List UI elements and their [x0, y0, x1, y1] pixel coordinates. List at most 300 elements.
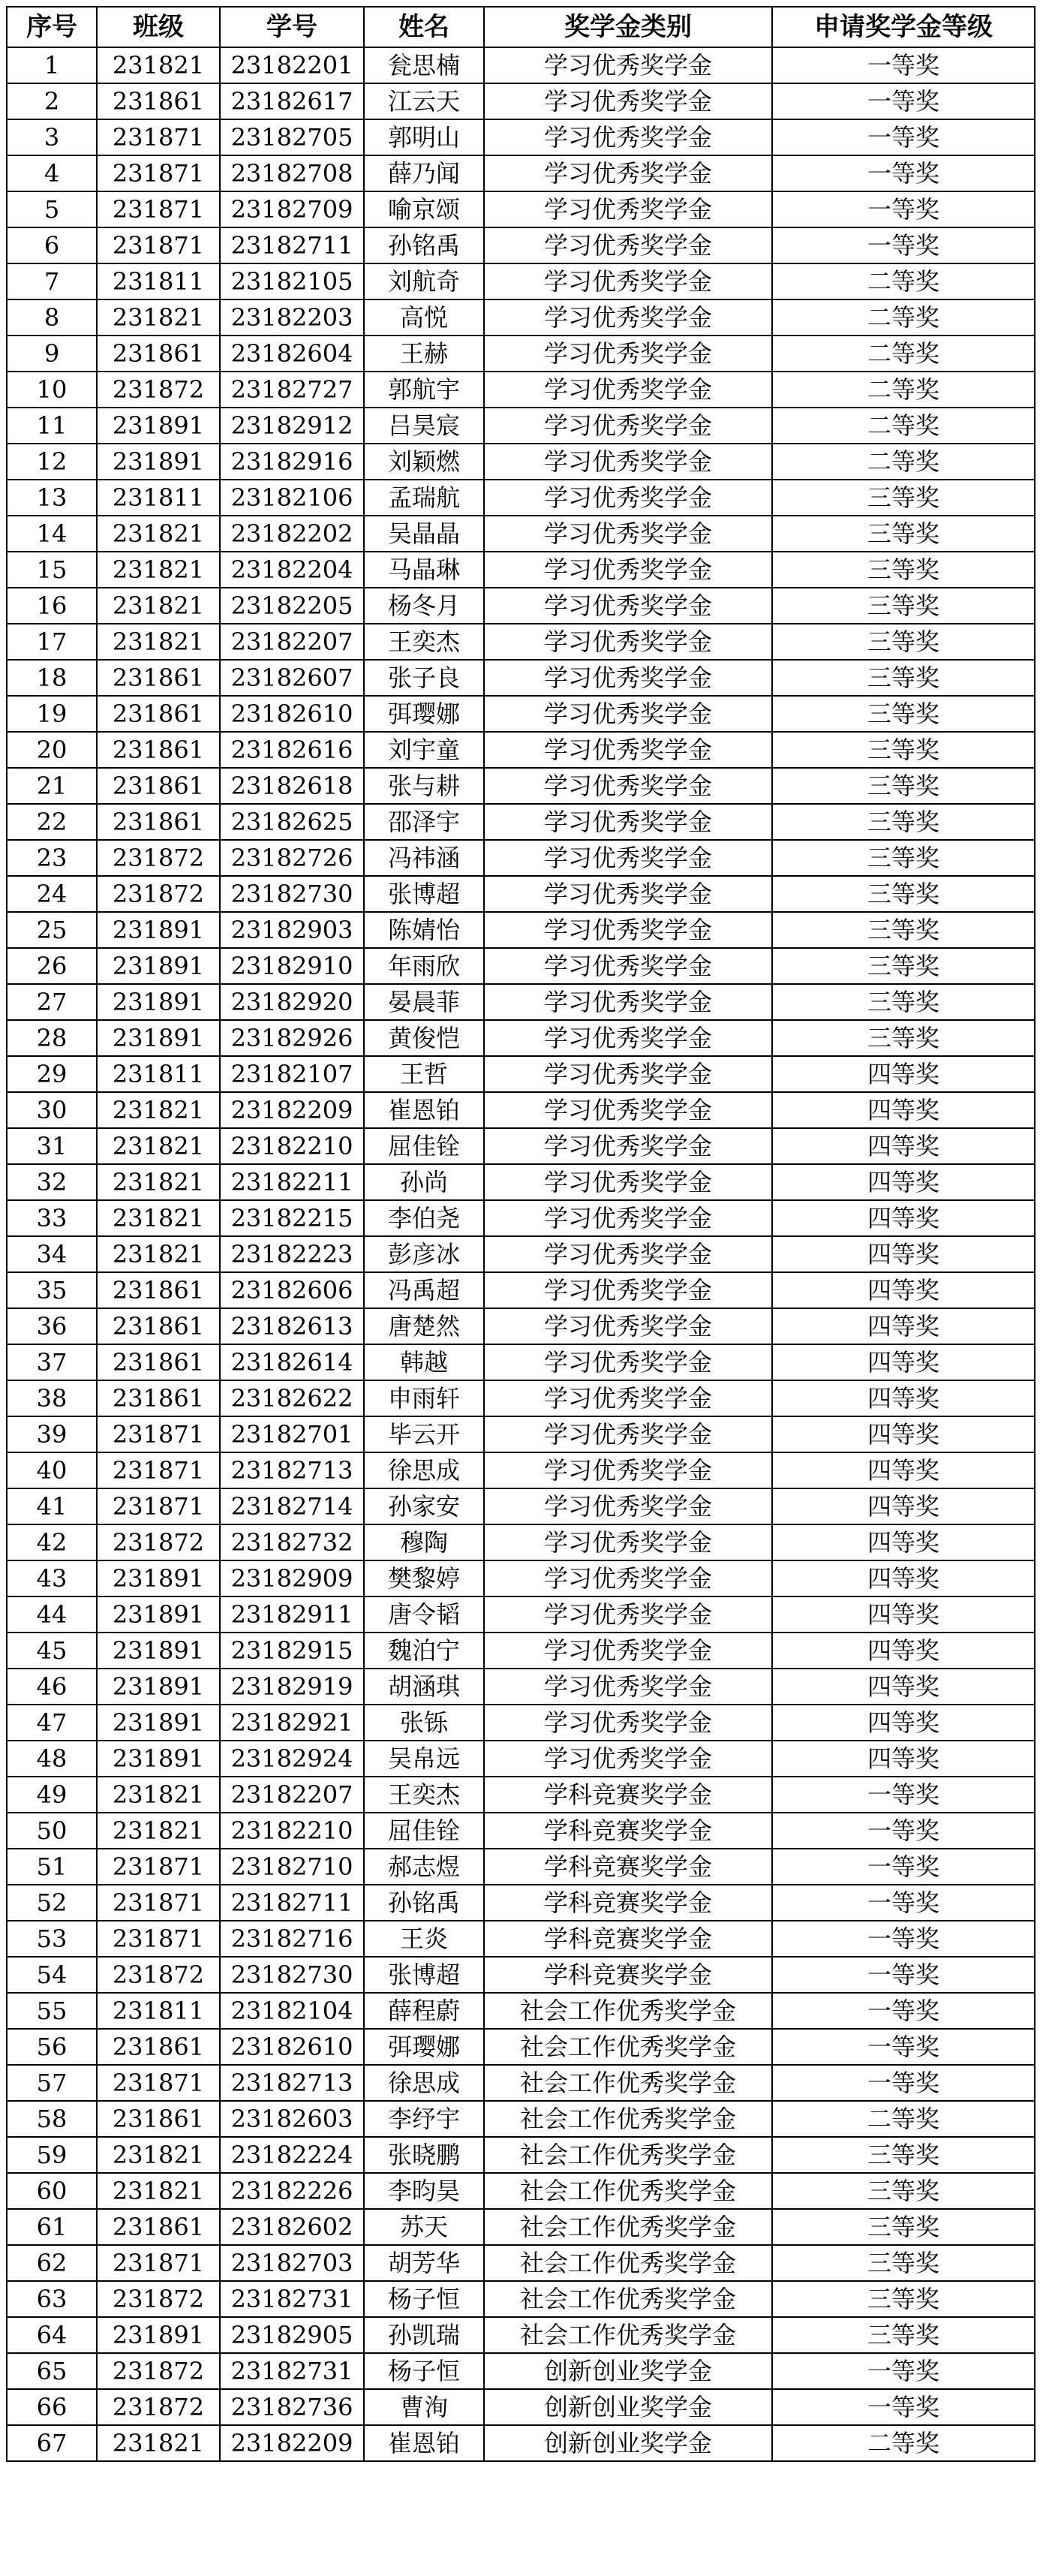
cell-scholarship-level: 一等奖 [772, 1957, 1035, 1993]
table-row [7, 1128, 1035, 1164]
cell-seq: 63 [7, 2281, 97, 2317]
cell-scholarship-level: 一等奖 [772, 1921, 1035, 1957]
cell-class: 231861 [97, 1380, 220, 1416]
cell-student-id: 23182912 [220, 408, 364, 444]
cell-scholarship-type: 学习优秀奖学金 [484, 1524, 772, 1560]
cell-class: 231871 [97, 119, 220, 155]
cell-scholarship-type: 社会工作优秀奖学金 [484, 2209, 772, 2245]
cell-scholarship-type: 学习优秀奖学金 [484, 1560, 772, 1596]
table-row [7, 2281, 1035, 2317]
cell-scholarship-level: 一等奖 [772, 1777, 1035, 1813]
cell-scholarship-type: 社会工作优秀奖学金 [484, 2137, 772, 2173]
cell-seq: 24 [7, 876, 97, 912]
cell-seq: 55 [7, 1993, 97, 2029]
table-row [7, 516, 1035, 552]
table-row [7, 2317, 1035, 2353]
table-row [7, 2209, 1035, 2245]
cell-class: 231861 [97, 336, 220, 372]
cell-class: 231871 [97, 1885, 220, 1921]
cell-name: 申雨轩 [364, 1380, 484, 1416]
cell-scholarship-type: 学习优秀奖学金 [484, 948, 772, 984]
cell-class: 231821 [97, 1128, 220, 1164]
cell-class: 231891 [97, 1596, 220, 1633]
cell-class: 231861 [97, 696, 220, 732]
cell-scholarship-level: 二等奖 [772, 444, 1035, 480]
cell-class: 231891 [97, 912, 220, 948]
cell-scholarship-level: 一等奖 [772, 47, 1035, 83]
table-row [7, 1705, 1035, 1741]
cell-scholarship-type: 社会工作优秀奖学金 [484, 2029, 772, 2065]
cell-seq: 44 [7, 1596, 97, 1633]
cell-student-id: 23182727 [220, 372, 364, 408]
cell-scholarship-type: 学习优秀奖学金 [484, 1633, 772, 1669]
cell-class: 231872 [97, 2353, 220, 2389]
cell-scholarship-level: 二等奖 [772, 372, 1035, 408]
cell-name: 杨子恒 [364, 2281, 484, 2317]
cell-class: 231891 [97, 444, 220, 480]
table-row [7, 408, 1035, 444]
cell-scholarship-type: 学习优秀奖学金 [484, 1741, 772, 1777]
cell-scholarship-type: 社会工作优秀奖学金 [484, 1993, 772, 2029]
cell-student-id: 23182207 [220, 1777, 364, 1813]
cell-student-id: 23182602 [220, 2209, 364, 2245]
cell-scholarship-level: 四等奖 [772, 1596, 1035, 1633]
cell-name: 张晓鹏 [364, 2137, 484, 2173]
cell-name: 孟瑞航 [364, 480, 484, 516]
cell-seq: 9 [7, 336, 97, 372]
cell-scholarship-level: 四等奖 [772, 1633, 1035, 1669]
cell-name: 孙尚 [364, 1164, 484, 1200]
cell-student-id: 23182205 [220, 588, 364, 624]
cell-student-id: 23182920 [220, 984, 364, 1020]
cell-name: 王赫 [364, 336, 484, 372]
table-row [7, 1596, 1035, 1633]
cell-scholarship-level: 四等奖 [772, 1524, 1035, 1560]
cell-seq: 16 [7, 588, 97, 624]
cell-scholarship-type: 学习优秀奖学金 [484, 444, 772, 480]
cell-name: 高悦 [364, 299, 484, 336]
cell-seq: 27 [7, 984, 97, 1020]
cell-scholarship-level: 三等奖 [772, 2137, 1035, 2173]
cell-scholarship-level: 四等奖 [772, 1092, 1035, 1128]
cell-scholarship-type: 学科竞赛奖学金 [484, 1921, 772, 1957]
cell-seq: 3 [7, 119, 97, 155]
table-row [7, 1524, 1035, 1560]
cell-seq: 33 [7, 1200, 97, 1236]
cell-seq: 15 [7, 552, 97, 588]
cell-class: 231821 [97, 2137, 220, 2173]
cell-name: 樊黎婷 [364, 1560, 484, 1596]
cell-seq: 38 [7, 1380, 97, 1416]
cell-student-id: 23182915 [220, 1633, 364, 1669]
cell-student-id: 23182210 [220, 1128, 364, 1164]
cell-class: 231871 [97, 1849, 220, 1885]
cell-seq: 32 [7, 1164, 97, 1200]
cell-scholarship-type: 学习优秀奖学金 [484, 1092, 772, 1128]
table-row [7, 2389, 1035, 2425]
cell-student-id: 23182204 [220, 552, 364, 588]
cell-name: 杨冬月 [364, 588, 484, 624]
cell-student-id: 23182713 [220, 2065, 364, 2101]
cell-student-id: 23182203 [220, 299, 364, 336]
table-row [7, 876, 1035, 912]
cell-student-id: 23182617 [220, 83, 364, 119]
cell-student-id: 23182911 [220, 1596, 364, 1633]
table-row [7, 1164, 1035, 1200]
cell-scholarship-level: 四等奖 [772, 1308, 1035, 1344]
table-row [7, 948, 1035, 984]
cell-scholarship-type: 学习优秀奖学金 [484, 696, 772, 732]
cell-name: 弭璎娜 [364, 696, 484, 732]
cell-scholarship-level: 三等奖 [772, 912, 1035, 948]
cell-scholarship-level: 四等奖 [772, 1272, 1035, 1308]
cell-class: 231891 [97, 1741, 220, 1777]
cell-seq: 19 [7, 696, 97, 732]
table-body [7, 47, 1035, 2461]
cell-class: 231871 [97, 2065, 220, 2101]
cell-scholarship-type: 学习优秀奖学金 [484, 299, 772, 336]
cell-student-id: 23182625 [220, 804, 364, 840]
cell-scholarship-level: 一等奖 [772, 2353, 1035, 2389]
cell-scholarship-level: 二等奖 [772, 408, 1035, 444]
cell-scholarship-type: 学习优秀奖学金 [484, 1272, 772, 1308]
cell-scholarship-level: 三等奖 [772, 732, 1035, 768]
cell-seq: 14 [7, 516, 97, 552]
cell-class: 231891 [97, 1705, 220, 1741]
cell-scholarship-level: 四等奖 [772, 1344, 1035, 1380]
table-row [7, 1921, 1035, 1957]
cell-scholarship-type: 学习优秀奖学金 [484, 624, 772, 660]
cell-class: 231891 [97, 984, 220, 1020]
cell-seq: 50 [7, 1813, 97, 1849]
cell-student-id: 23182703 [220, 2245, 364, 2281]
cell-scholarship-type: 学习优秀奖学金 [484, 588, 772, 624]
table-row [7, 336, 1035, 372]
cell-seq: 42 [7, 1524, 97, 1560]
cell-seq: 39 [7, 1416, 97, 1452]
cell-class: 231891 [97, 1560, 220, 1596]
cell-student-id: 23182606 [220, 1272, 364, 1308]
cell-name: 刘宇童 [364, 732, 484, 768]
cell-student-id: 23182910 [220, 948, 364, 984]
cell-class: 231811 [97, 480, 220, 516]
cell-class: 231871 [97, 1452, 220, 1488]
cell-scholarship-level: 一等奖 [772, 155, 1035, 191]
cell-scholarship-type: 学习优秀奖学金 [484, 876, 772, 912]
cell-class: 231861 [97, 732, 220, 768]
cell-scholarship-level: 三等奖 [772, 2209, 1035, 2245]
table-row [7, 1813, 1035, 1849]
cell-scholarship-level: 三等奖 [772, 660, 1035, 696]
cell-seq: 20 [7, 732, 97, 768]
cell-scholarship-level: 四等奖 [772, 1416, 1035, 1452]
cell-class: 231811 [97, 263, 220, 299]
cell-class: 231821 [97, 588, 220, 624]
cell-student-id: 23182909 [220, 1560, 364, 1596]
cell-seq: 30 [7, 1092, 97, 1128]
cell-class: 231821 [97, 552, 220, 588]
cell-name: 李纾宇 [364, 2101, 484, 2137]
cell-name: 刘颖燃 [364, 444, 484, 480]
cell-seq: 5 [7, 191, 97, 227]
cell-class: 231891 [97, 408, 220, 444]
cell-scholarship-level: 三等奖 [772, 804, 1035, 840]
cell-name: 唐楚然 [364, 1308, 484, 1344]
table-header [7, 7, 1035, 47]
cell-class: 231872 [97, 372, 220, 408]
header-class: 班级 [97, 7, 220, 47]
table-row [7, 804, 1035, 840]
cell-name: 冯祎涵 [364, 840, 484, 876]
table-row [7, 372, 1035, 408]
header-name: 姓名 [364, 7, 484, 47]
cell-seq: 10 [7, 372, 97, 408]
cell-scholarship-type: 创新创业奖学金 [484, 2353, 772, 2389]
cell-student-id: 23182211 [220, 1164, 364, 1200]
cell-scholarship-type: 学习优秀奖学金 [484, 984, 772, 1020]
cell-student-id: 23182731 [220, 2353, 364, 2389]
cell-student-id: 23182215 [220, 1200, 364, 1236]
cell-class: 231821 [97, 516, 220, 552]
cell-name: 屈佳铨 [364, 1128, 484, 1164]
cell-scholarship-type: 学科竞赛奖学金 [484, 1813, 772, 1849]
cell-name: 李昀昊 [364, 2173, 484, 2209]
cell-scholarship-type: 学科竞赛奖学金 [484, 1957, 772, 1993]
table-row [7, 2029, 1035, 2065]
cell-student-id: 23182926 [220, 1020, 364, 1056]
cell-class: 231861 [97, 1344, 220, 1380]
cell-scholarship-level: 四等奖 [772, 1236, 1035, 1272]
cell-seq: 13 [7, 480, 97, 516]
cell-scholarship-level: 三等奖 [772, 2281, 1035, 2317]
cell-seq: 48 [7, 1741, 97, 1777]
table-row [7, 1200, 1035, 1236]
cell-scholarship-level: 三等奖 [772, 2317, 1035, 2353]
table-row [7, 1669, 1035, 1705]
cell-class: 231872 [97, 2281, 220, 2317]
table-row [7, 1236, 1035, 1272]
cell-student-id: 23182924 [220, 1741, 364, 1777]
cell-student-id: 23182226 [220, 2173, 364, 2209]
cell-name: 薛程蔚 [364, 1993, 484, 2029]
cell-scholarship-level: 三等奖 [772, 552, 1035, 588]
cell-name: 韩越 [364, 1344, 484, 1380]
cell-name: 陈婧怡 [364, 912, 484, 948]
table-row [7, 1308, 1035, 1344]
cell-scholarship-type: 社会工作优秀奖学金 [484, 2317, 772, 2353]
cell-seq: 29 [7, 1056, 97, 1092]
cell-class: 231821 [97, 1164, 220, 1200]
cell-scholarship-type: 学习优秀奖学金 [484, 1200, 772, 1236]
table-row [7, 2101, 1035, 2137]
cell-scholarship-level: 二等奖 [772, 2425, 1035, 2461]
cell-scholarship-type: 学习优秀奖学金 [484, 840, 772, 876]
cell-class: 231891 [97, 2317, 220, 2353]
cell-class: 231861 [97, 804, 220, 840]
cell-class: 231891 [97, 1020, 220, 1056]
cell-student-id: 23182223 [220, 1236, 364, 1272]
cell-name: 江云天 [364, 83, 484, 119]
cell-class: 231811 [97, 1056, 220, 1092]
cell-scholarship-type: 学科竞赛奖学金 [484, 1849, 772, 1885]
cell-student-id: 23182905 [220, 2317, 364, 2353]
cell-class: 231861 [97, 768, 220, 804]
cell-scholarship-type: 学习优秀奖学金 [484, 912, 772, 948]
cell-scholarship-type: 社会工作优秀奖学金 [484, 2101, 772, 2137]
cell-scholarship-type: 学习优秀奖学金 [484, 1344, 772, 1380]
cell-student-id: 23182603 [220, 2101, 364, 2137]
cell-scholarship-level: 二等奖 [772, 2101, 1035, 2137]
table-row [7, 1380, 1035, 1416]
cell-student-id: 23182730 [220, 1957, 364, 1993]
cell-seq: 28 [7, 1020, 97, 1056]
cell-name: 唐令韬 [364, 1596, 484, 1633]
cell-student-id: 23182711 [220, 1885, 364, 1921]
cell-name: 孙凯瑞 [364, 2317, 484, 2353]
cell-seq: 62 [7, 2245, 97, 2281]
cell-seq: 40 [7, 1452, 97, 1488]
scholarship-table [6, 6, 1035, 2462]
cell-seq: 61 [7, 2209, 97, 2245]
table-row [7, 2425, 1035, 2461]
cell-scholarship-type: 学习优秀奖学金 [484, 336, 772, 372]
table-row [7, 263, 1035, 299]
cell-class: 231861 [97, 2029, 220, 2065]
table-row [7, 2065, 1035, 2101]
table-row [7, 1344, 1035, 1380]
cell-seq: 46 [7, 1669, 97, 1705]
cell-name: 张与耕 [364, 768, 484, 804]
cell-scholarship-type: 社会工作优秀奖学金 [484, 2173, 772, 2209]
cell-seq: 17 [7, 624, 97, 660]
cell-student-id: 23182107 [220, 1056, 364, 1092]
cell-scholarship-type: 学习优秀奖学金 [484, 1452, 772, 1488]
cell-student-id: 23182726 [220, 840, 364, 876]
cell-student-id: 23182709 [220, 191, 364, 227]
cell-class: 231872 [97, 2389, 220, 2425]
cell-scholarship-type: 学习优秀奖学金 [484, 1308, 772, 1344]
cell-name: 刘航奇 [364, 263, 484, 299]
cell-scholarship-level: 一等奖 [772, 191, 1035, 227]
cell-student-id: 23182732 [220, 1524, 364, 1560]
cell-seq: 11 [7, 408, 97, 444]
cell-scholarship-level: 三等奖 [772, 840, 1035, 876]
cell-scholarship-type: 学习优秀奖学金 [484, 372, 772, 408]
table-row [7, 1416, 1035, 1452]
cell-name: 吕昊宸 [364, 408, 484, 444]
cell-class: 231861 [97, 83, 220, 119]
cell-class: 231871 [97, 227, 220, 263]
table-row [7, 1633, 1035, 1669]
table-row [7, 1849, 1035, 1885]
cell-scholarship-level: 四等奖 [772, 1488, 1035, 1524]
cell-name: 崔恩铂 [364, 1092, 484, 1128]
cell-scholarship-level: 四等奖 [772, 1128, 1035, 1164]
cell-scholarship-level: 四等奖 [772, 1452, 1035, 1488]
cell-name: 年雨欣 [364, 948, 484, 984]
cell-student-id: 23182209 [220, 2425, 364, 2461]
cell-name: 瓮思楠 [364, 47, 484, 83]
cell-seq: 52 [7, 1885, 97, 1921]
cell-student-id: 23182224 [220, 2137, 364, 2173]
cell-seq: 45 [7, 1633, 97, 1669]
cell-student-id: 23182607 [220, 660, 364, 696]
cell-student-id: 23182614 [220, 1344, 364, 1380]
cell-scholarship-type: 学习优秀奖学金 [484, 227, 772, 263]
cell-scholarship-level: 四等奖 [772, 1380, 1035, 1416]
cell-seq: 1 [7, 47, 97, 83]
cell-name: 王哲 [364, 1056, 484, 1092]
cell-name: 吴晶晶 [364, 516, 484, 552]
table-row [7, 1092, 1035, 1128]
cell-class: 231871 [97, 155, 220, 191]
cell-student-id: 23182713 [220, 1452, 364, 1488]
cell-scholarship-type: 学习优秀奖学金 [484, 1669, 772, 1705]
cell-scholarship-type: 学习优秀奖学金 [484, 1380, 772, 1416]
table-row [7, 1452, 1035, 1488]
table-row [7, 191, 1035, 227]
cell-scholarship-type: 学习优秀奖学金 [484, 1705, 772, 1741]
cell-class: 231861 [97, 1272, 220, 1308]
cell-student-id: 23182105 [220, 263, 364, 299]
cell-student-id: 23182710 [220, 1849, 364, 1885]
cell-scholarship-level: 一等奖 [772, 2029, 1035, 2065]
table-row [7, 624, 1035, 660]
table-row [7, 840, 1035, 876]
cell-class: 231861 [97, 660, 220, 696]
cell-scholarship-level: 三等奖 [772, 624, 1035, 660]
cell-scholarship-type: 学习优秀奖学金 [484, 83, 772, 119]
cell-name: 黄俊恺 [364, 1020, 484, 1056]
cell-seq: 64 [7, 2317, 97, 2353]
table-row [7, 660, 1035, 696]
cell-student-id: 23182610 [220, 2029, 364, 2065]
table-row [7, 912, 1035, 948]
cell-scholarship-type: 学习优秀奖学金 [484, 119, 772, 155]
cell-seq: 59 [7, 2137, 97, 2173]
cell-scholarship-level: 四等奖 [772, 1705, 1035, 1741]
cell-student-id: 23182708 [220, 155, 364, 191]
cell-seq: 43 [7, 1560, 97, 1596]
cell-scholarship-level: 四等奖 [772, 1164, 1035, 1200]
cell-class: 231821 [97, 299, 220, 336]
table-row [7, 1272, 1035, 1308]
cell-name: 胡芳华 [364, 2245, 484, 2281]
cell-class: 231871 [97, 1488, 220, 1524]
cell-seq: 67 [7, 2425, 97, 2461]
cell-student-id: 23182919 [220, 1669, 364, 1705]
cell-name: 孙家安 [364, 1488, 484, 1524]
cell-name: 晏晨菲 [364, 984, 484, 1020]
cell-class: 231861 [97, 2101, 220, 2137]
cell-scholarship-level: 一等奖 [772, 83, 1035, 119]
cell-scholarship-type: 学习优秀奖学金 [484, 480, 772, 516]
cell-scholarship-type: 学习优秀奖学金 [484, 1020, 772, 1056]
cell-seq: 23 [7, 840, 97, 876]
cell-name: 薛乃闻 [364, 155, 484, 191]
table-row [7, 2353, 1035, 2389]
cell-scholarship-type: 学习优秀奖学金 [484, 155, 772, 191]
cell-class: 231871 [97, 2245, 220, 2281]
cell-class: 231821 [97, 1813, 220, 1849]
cell-scholarship-level: 三等奖 [772, 696, 1035, 732]
cell-scholarship-type: 创新创业奖学金 [484, 2389, 772, 2425]
table-row [7, 2245, 1035, 2281]
cell-seq: 7 [7, 263, 97, 299]
cell-name: 王炎 [364, 1921, 484, 1957]
cell-scholarship-type: 学习优秀奖学金 [484, 660, 772, 696]
cell-scholarship-type: 学习优秀奖学金 [484, 1056, 772, 1092]
